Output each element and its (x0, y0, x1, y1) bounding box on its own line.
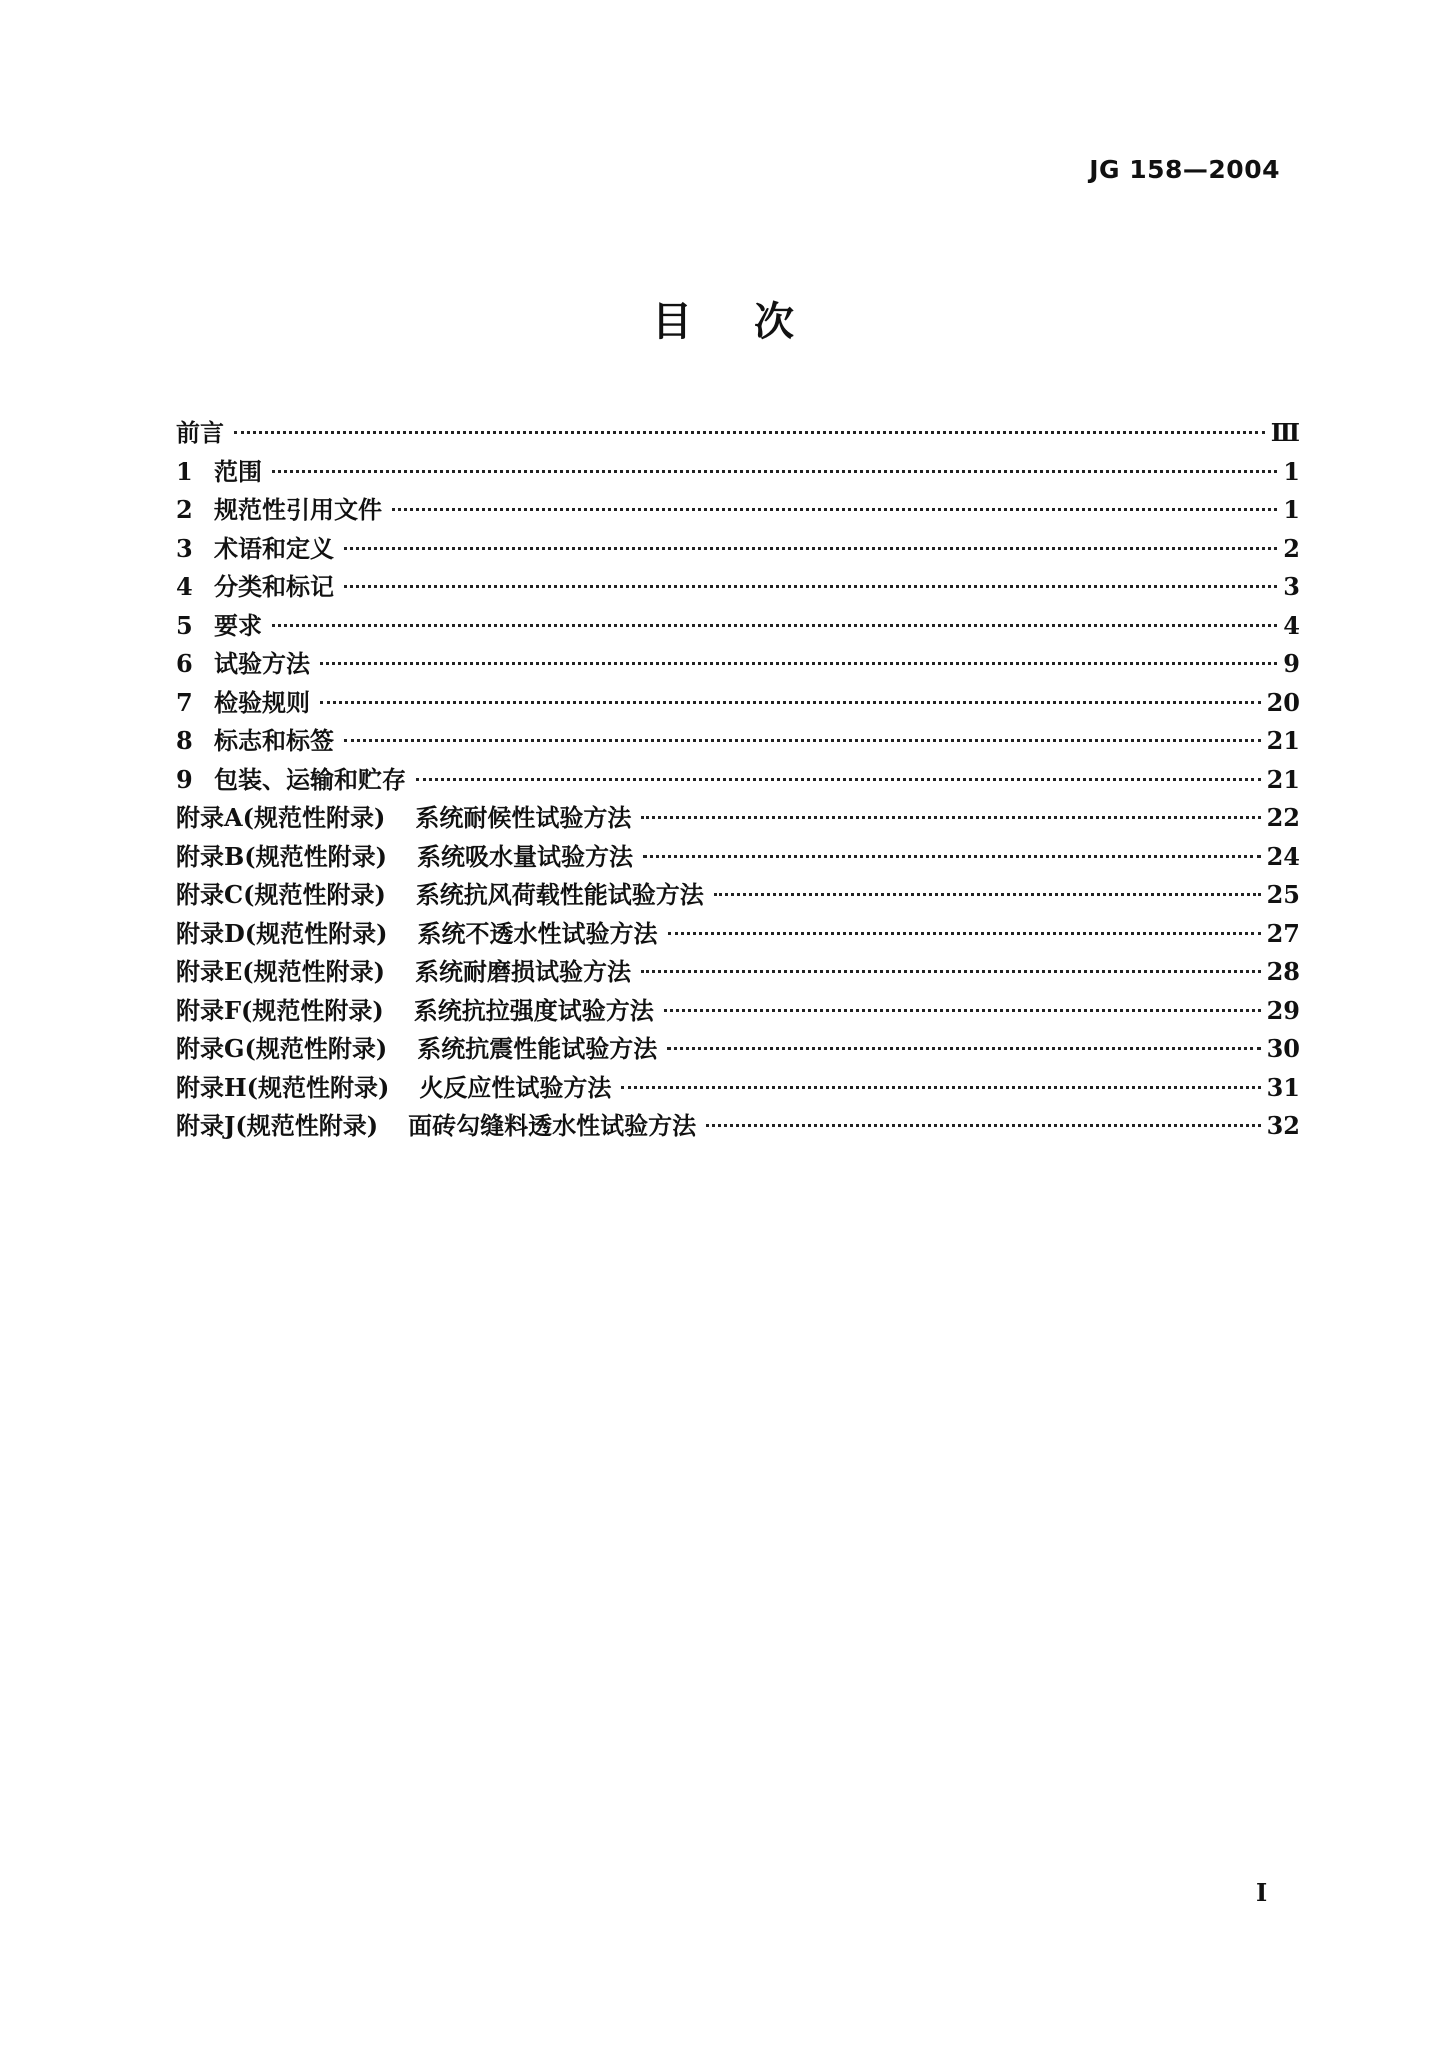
toc-entry[interactable] (176, 875, 1300, 914)
toc-entry-label: 附录H(规范性附录) (176, 1072, 390, 1102)
toc-entry-page-number: 22 (1266, 803, 1300, 832)
toc-entry-number: 1 (176, 456, 193, 486)
toc-entry-label-group (176, 1029, 657, 1064)
toc-entry-number: 9 (176, 764, 193, 794)
toc-dot-leader (667, 1047, 1260, 1050)
toc-entry-label: 附录A(规范性附录) (176, 803, 386, 832)
toc-entry-label-group (176, 875, 704, 910)
toc-entry[interactable] (176, 567, 1300, 606)
toc-entry-label: 附录C(规范性附录) (176, 880, 386, 909)
toc-entry-page-number: 1 (1283, 495, 1300, 524)
toc-entry-label: 检验规则 (214, 687, 310, 717)
toc-entry-label-group (214, 529, 334, 564)
toc-entry-page-number: 30 (1266, 1034, 1300, 1063)
toc-entry[interactable] (176, 606, 1300, 645)
toc-entry-description: 系统耐磨损试验方法 (415, 957, 632, 986)
toc-entry-label: 附录B(规范性附录) (176, 841, 387, 871)
toc-dot-leader (641, 970, 1261, 973)
toc-entry[interactable] (176, 644, 1300, 683)
toc-entry-page-number: 21 (1266, 726, 1300, 755)
toc-entry-label: 附录F(规范性附录) (176, 995, 384, 1025)
toc-entry-description: 系统抗震性能试验方法 (417, 1034, 658, 1063)
toc-entry-label: 附录E(规范性附录) (176, 957, 386, 986)
toc-entry-label-group (214, 644, 310, 679)
toc-dot-leader (344, 547, 1277, 550)
toc-entry-description: 系统不透水性试验方法 (417, 918, 658, 948)
toc-entry-label-group (176, 1068, 611, 1103)
page-title-char-1: 目 (652, 298, 694, 345)
toc-entry[interactable] (176, 914, 1300, 953)
toc-dot-leader (320, 662, 1277, 665)
toc-entry-label: 要求 (214, 610, 262, 640)
page-title-char-2: 次 (754, 298, 796, 345)
toc-entry-description: 系统抗风荷载性能试验方法 (415, 880, 704, 909)
toc-entry-number: 2 (176, 495, 193, 524)
toc-entry-label-group (176, 798, 631, 833)
toc-dot-leader (234, 431, 1265, 434)
toc-entry-page-number: 25 (1266, 880, 1300, 909)
toc-entry[interactable] (176, 452, 1300, 491)
toc-entry-description: 系统耐候性试验方法 (415, 803, 632, 832)
toc-entry[interactable] (176, 952, 1300, 991)
toc-entry-label-group (214, 721, 334, 756)
toc-entry-page-number: 24 (1266, 841, 1300, 871)
toc-entry-description: 系统抗拉强度试验方法 (413, 995, 654, 1025)
toc-entry-page-number: 27 (1266, 918, 1300, 948)
toc-entry[interactable] (176, 1068, 1300, 1107)
toc-entry-label: 试验方法 (214, 649, 310, 678)
table-of-contents (176, 413, 1300, 1145)
toc-entry-page-number: Ⅲ (1270, 418, 1300, 447)
page-folio: I (1256, 1878, 1268, 1907)
toc-entry-label: 包装、运输和贮存 (214, 764, 406, 794)
toc-entry[interactable] (176, 490, 1300, 529)
toc-entry-label: 附录D(规范性附录) (176, 918, 388, 948)
toc-entry[interactable] (176, 991, 1300, 1030)
toc-dot-leader (706, 1124, 1261, 1127)
toc-entry-page-number: 21 (1266, 764, 1300, 794)
toc-dot-leader (320, 701, 1261, 704)
toc-entry-number: 7 (176, 687, 193, 717)
toc-entry-label: 范围 (214, 456, 262, 486)
toc-entry[interactable] (176, 1029, 1300, 1068)
toc-entry[interactable] (176, 837, 1300, 876)
toc-entry-page-number: 20 (1266, 687, 1300, 717)
toc-entry-description: 火反应性试验方法 (419, 1072, 612, 1102)
toc-entry-page-number: 3 (1283, 572, 1300, 601)
toc-entry-label-group (176, 413, 224, 448)
toc-entry[interactable] (176, 683, 1300, 722)
toc-dot-leader (392, 508, 1277, 511)
toc-entry-number: 4 (176, 572, 193, 601)
toc-entry-page-number: 9 (1283, 649, 1300, 678)
page-title (0, 290, 1448, 347)
toc-entry[interactable] (176, 1106, 1300, 1145)
toc-entry[interactable] (176, 413, 1300, 452)
toc-dot-leader (344, 739, 1261, 742)
toc-entry-label-group (214, 760, 406, 795)
toc-entry-label: 附录G(规范性附录) (176, 1034, 388, 1063)
toc-entry-page-number: 29 (1266, 995, 1300, 1025)
toc-entry[interactable] (176, 721, 1300, 760)
toc-entry-label-group (176, 991, 654, 1026)
toc-entry-label: 分类和标记 (214, 572, 334, 601)
toc-entry-label-group (214, 490, 382, 525)
toc-entry-number: 5 (176, 610, 193, 640)
toc-entry-label-group (214, 606, 262, 641)
toc-entry-label-group (176, 914, 658, 949)
toc-entry-page-number: 31 (1266, 1072, 1300, 1102)
toc-entry-number: 6 (176, 649, 193, 678)
toc-entry-label-group (176, 1106, 696, 1141)
toc-dot-leader (641, 816, 1260, 819)
toc-entry-number: 3 (176, 533, 193, 563)
toc-entry-label: 附录J(规范性附录) (176, 1111, 379, 1140)
toc-dot-leader (272, 624, 1277, 627)
toc-entry-label: 术语和定义 (214, 533, 334, 563)
toc-dot-leader (416, 778, 1261, 781)
toc-entry-description: 系统吸水量试验方法 (417, 841, 633, 871)
toc-entry-page-number: 2 (1283, 533, 1300, 563)
toc-entry-label-group (176, 952, 631, 987)
toc-dot-leader (344, 585, 1277, 588)
toc-entry-label: 前言 (176, 418, 224, 447)
toc-dot-leader (272, 470, 1277, 473)
toc-dot-leader (621, 1086, 1260, 1089)
toc-entry-label-group (214, 452, 262, 487)
toc-dot-leader (664, 1009, 1261, 1012)
toc-entry-page-number: 28 (1266, 957, 1300, 986)
toc-entry-label-group (214, 567, 334, 602)
toc-entry-page-number: 1 (1283, 456, 1300, 486)
toc-entry-description: 面砖勾缝料透水性试验方法 (408, 1111, 697, 1140)
toc-dot-leader (643, 855, 1261, 858)
toc-entry-label-group (214, 683, 310, 718)
standard-code: JG 158—2004 (1089, 155, 1280, 184)
toc-entry[interactable] (176, 529, 1300, 568)
toc-entry[interactable] (176, 798, 1300, 837)
toc-entry-page-number: 32 (1266, 1111, 1300, 1140)
toc-entry-label: 标志和标签 (214, 726, 334, 755)
toc-entry-page-number: 4 (1283, 610, 1300, 640)
toc-dot-leader (714, 893, 1261, 896)
toc-entry-label-group (176, 837, 633, 872)
toc-dot-leader (668, 932, 1261, 935)
toc-entry-label: 规范性引用文件 (214, 495, 382, 524)
toc-entry-number: 8 (176, 726, 193, 755)
toc-entry[interactable] (176, 760, 1300, 799)
